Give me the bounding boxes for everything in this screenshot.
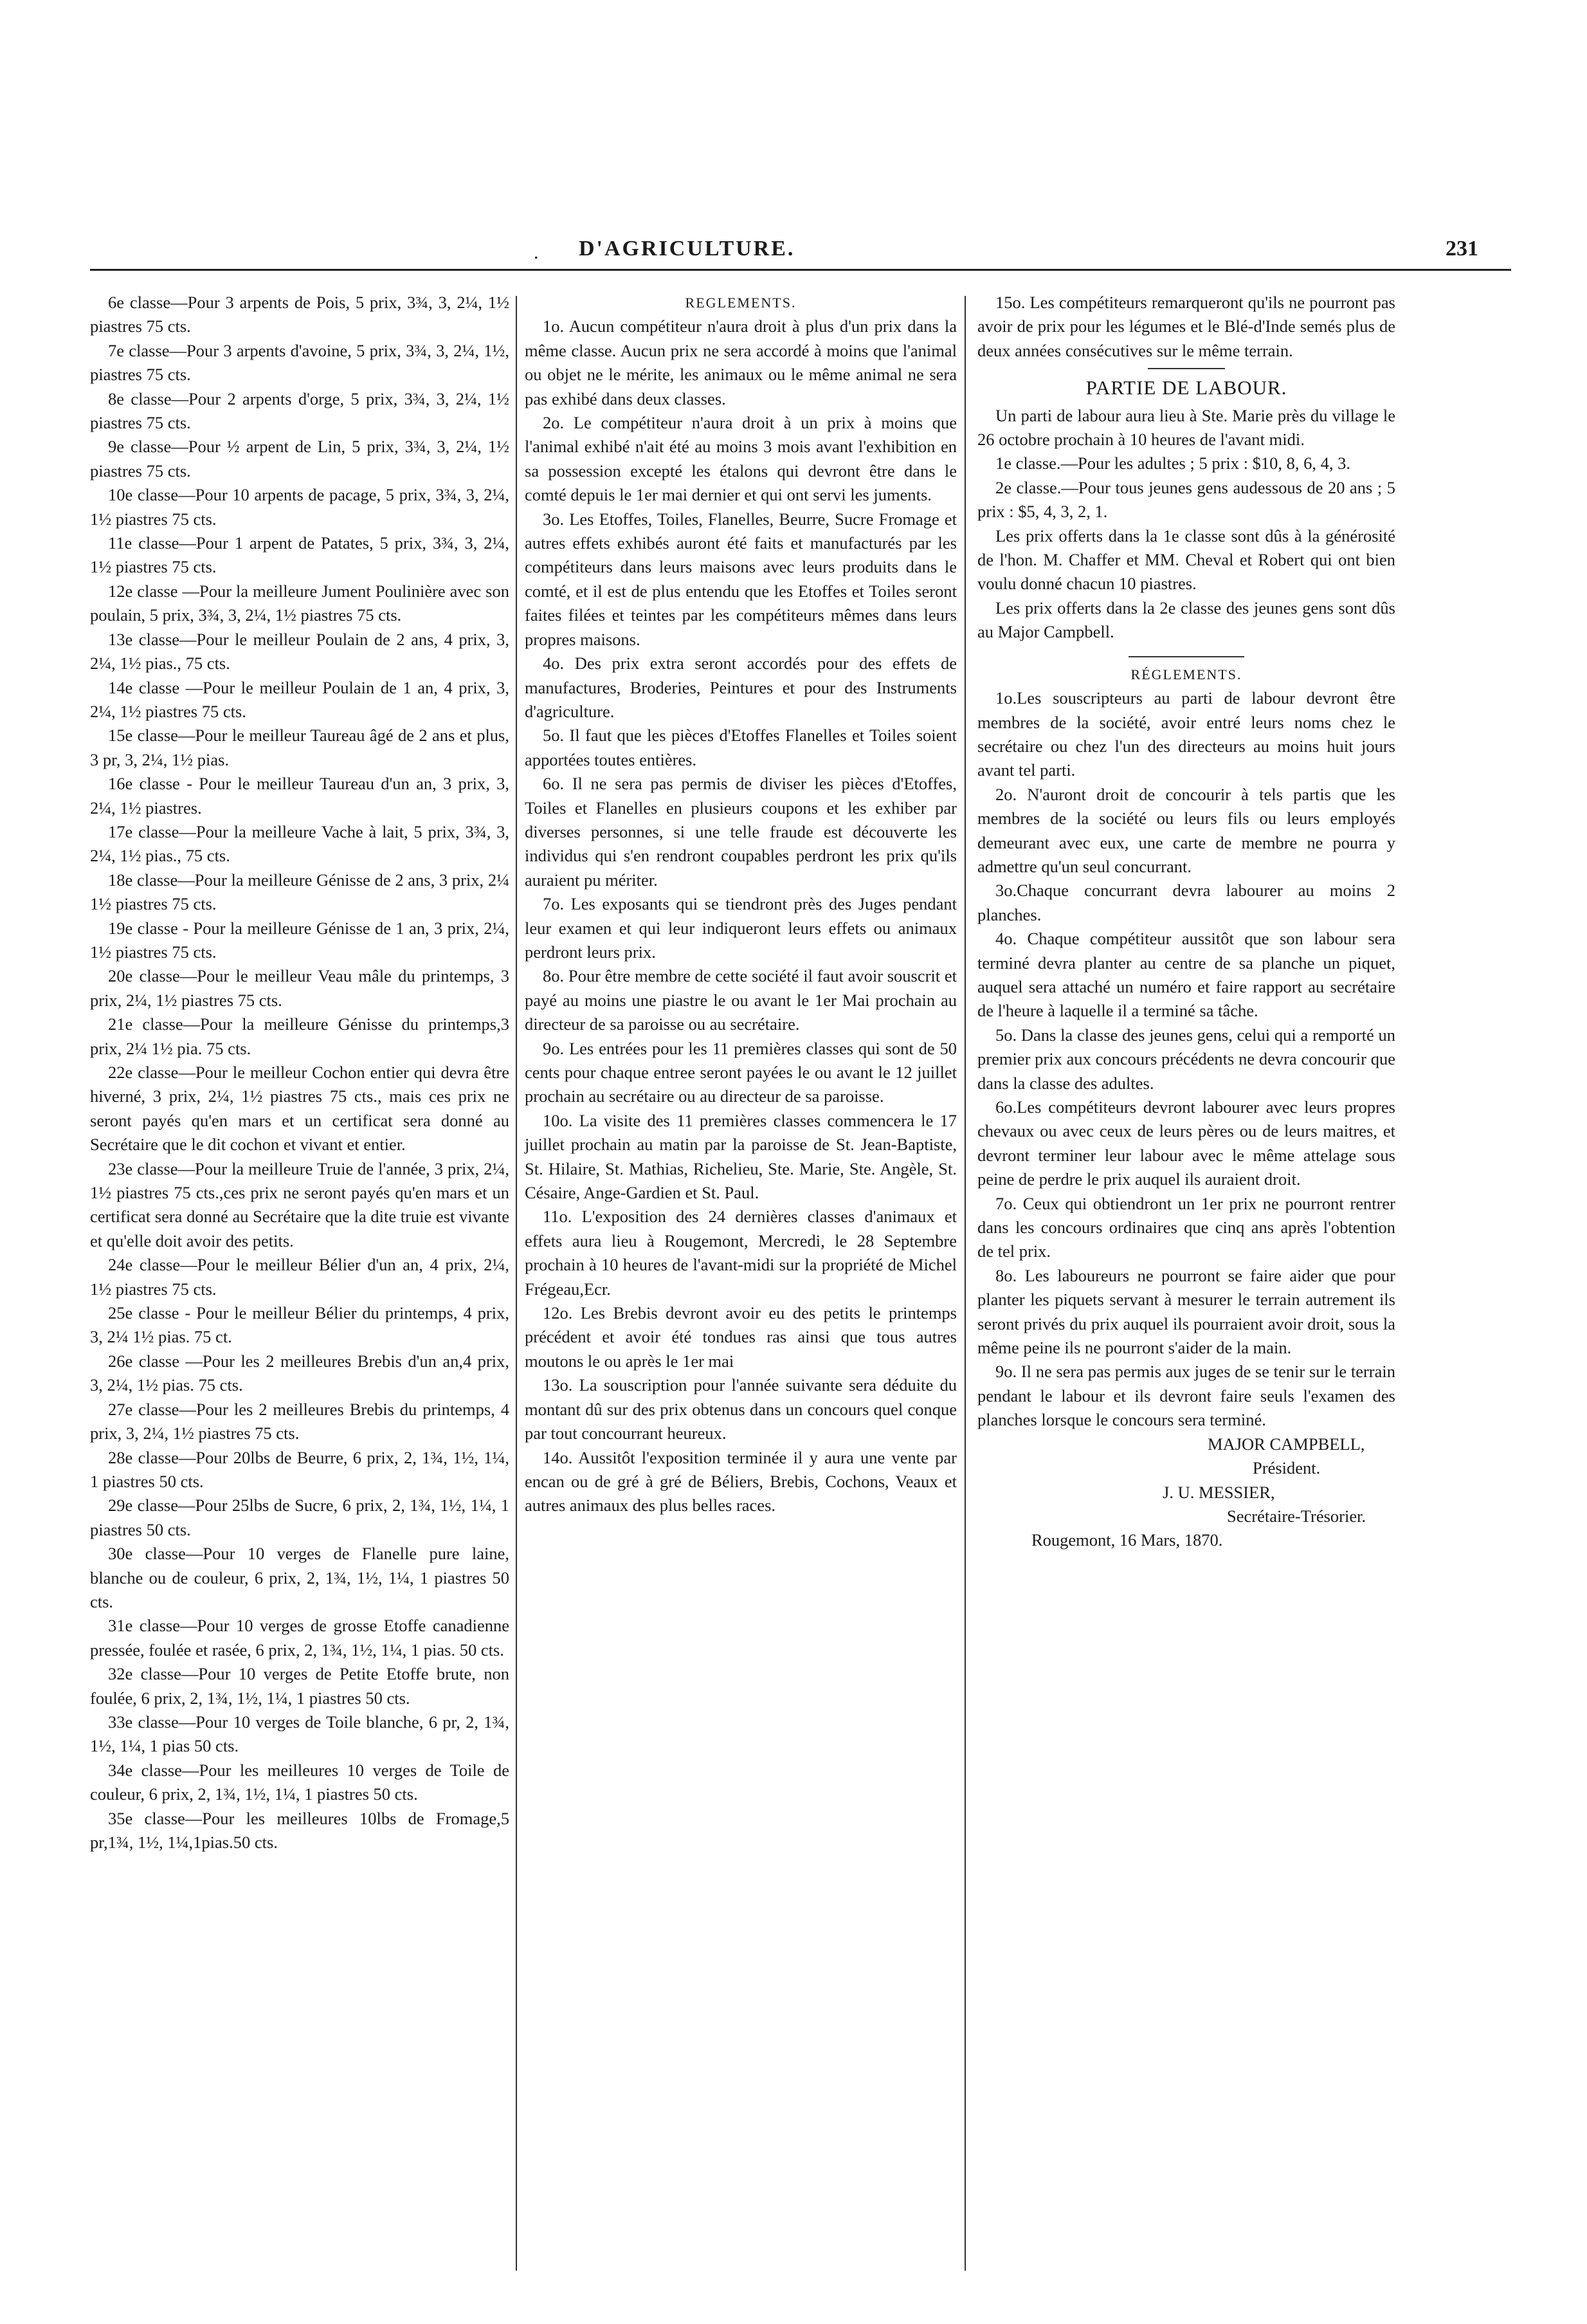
paragraph: 6e classe—Pour 3 arpents de Pois, 5 prix, 3¾, 3, 2¼, 1½ piastres 75 cts. <box>90 293 509 336</box>
paragraph: Les prix offerts dans la 2e classe des jeunes gens sont dûs au Major Campbell. <box>977 598 1395 642</box>
page-number: 231 <box>1446 237 1478 261</box>
column-1 <box>90 291 509 1854</box>
paragraph: 12e classe —Pour la meilleure Jument Poulinière avec son poulain, 5 prix, 3¾, 3, 2¼, 1½ piastres 75 cts. <box>90 581 509 625</box>
paragraph: Les prix offerts dans la 1e classe sont dûs à la générosité de l'hon. M. Chaffer et MM. Cheval et Robert qui ont bien voulu donné chacun 10 piastres. <box>977 526 1395 594</box>
paragraph: 5o. Dans la classe des jeunes gens, celui qui a remporté un premier prix aux concours précédents ne devra concourir que dans la classe des adultes. <box>977 1025 1395 1093</box>
paragraph: 7o. Ceux qui obtiendront un 1er prix ne pourront rentrer dans les concours ordinaires que cinq ans après l'obtention de tel prix. <box>977 1193 1395 1261</box>
paragraph: 7o. Les exposants qui se tiendront près des Juges pendant leur examen et qui leur indiqueront leurs effets ou animaux perdront leurs prix. <box>525 894 957 962</box>
paragraph: 31e classe—Pour 10 verges de grosse Etoffe canadienne pressée, foulée et rasée, 6 prix, 2, 1¾, 1½, 1¼, 1 pias. 50 cts. <box>90 1616 509 1660</box>
header-rule <box>90 269 1511 271</box>
paragraph: 30e classe—Pour 10 verges de Flanelle pure laine, blanche ou de couleur, 6 prix, 2, 1¾, 1½, 1¼, 1 piastres 50 cts. <box>90 1544 509 1611</box>
header-title: D'AGRICULTURE. <box>579 237 795 261</box>
paragraph: 14o. Aussitôt l'exposition terminée il y aura une vente par encan ou de gré à gré de Béliers, Brebis, Cochons, Veaux et autres animaux des plus belles races. <box>525 1447 957 1515</box>
signature-role: Président. <box>1253 1458 1321 1478</box>
paragraph: 1e classe.—Pour les adultes ; 5 prix : $10, 8, 6, 4, 3. <box>995 453 1351 473</box>
paragraph: 2o. Le compétiteur n'aura droit à un prix à moins que l'animal exhibé n'ait été au moins 3 mois avant l'exhibition en sa possession excepté les étalons qui devront être dans le comté depuis le 1er mai dernier et qui ont servi les juments. <box>525 413 957 505</box>
paragraph: 33e classe—Pour 10 verges de Toile blanche, 6 pr, 2, 1¾, 1½, 1¼, 1 pias 50 cts. <box>90 1712 509 1756</box>
place-date: Rougemont, 16 Mars, 1870. <box>1031 1530 1223 1550</box>
paragraph: 10o. La visite des 11 premières classes commencera le 17 juillet prochain au matin par la paroisse de St. Jean-Baptiste, St. Hilaire, St. Mathias, Richelieu, Ste. Marie, Ste. Angèle, St. Césaire, Ange-Gardien et St. Paul. <box>525 1110 957 1203</box>
column-divider-1 <box>516 296 517 2271</box>
paragraph: 20e classe—Pour le meilleur Veau mâle du printemps, 3 prix, 2¼, 1½ piastres 75 cts. <box>90 966 509 1010</box>
paragraph: 28e classe—Pour 20lbs de Beurre, 6 prix, 2, 1¾, 1½, 1¼, 1 piastres 50 cts. <box>90 1447 509 1491</box>
paragraph: 8o. Les laboureurs ne pourront se faire aider que pour planter les piquets servant à mesurer le terrain autrement ils seront privés du prix auquel ils pourraient avoir droit, sous la même peine ils ne pourront s'aider de la main. <box>977 1265 1395 1358</box>
paragraph: 12o. Les Brebis devront avoir eu des petits le printemps précédent et avoir été tondues ras ainsi que tous autres moutons le ou après le 1er mai <box>525 1303 957 1371</box>
paragraph: 35e classe—Pour les meilleures 10lbs de Fromage,5 pr,1¾, 1½, 1¼,1pias.50 cts. <box>90 1808 509 1852</box>
paragraph: 26e classe —Pour les 2 meilleures Brebis d'un an,4 prix, 3, 2¼, 1½ pias. 75 cts. <box>90 1351 509 1395</box>
paragraph: 6o. Il ne sera pas permis de diviser les pièces d'Etoffes, Toiles et Flanelles en plusieurs coupons et les exhiber par diverses personnes, si une telle fraude est découverte les individus qui s'en rendront coupables perdront les prix qu'ils auraient pu mériter. <box>525 774 957 890</box>
paragraph: 9o. Les entrées pour les 11 premières classes qui sont de 50 cents pour chaque entree seront payées le ou avant le 12 juillet prochain au secrétaire ou au directeur de sa paroisse. <box>525 1038 957 1106</box>
paragraph: 27e classe—Pour les 2 meilleures Brebis du printemps, 4 prix, 3, 2¼, 1½ piastres 75 cts. <box>90 1399 509 1443</box>
paragraph: 34e classe—Pour les meilleures 10 verges de Toile de couleur, 6 prix, 2, 1¾, 1½, 1¼, 1 piastres 50 cts. <box>90 1760 509 1804</box>
paragraph: 1o. Aucun compétiteur n'aura droit à plus d'un prix dans la même classe. Aucun prix ne sera accordé à moins que l'animal ou objet ne le mérite, les animaux ou le même animal ne sera pas exhibé dans deux classes. <box>525 316 957 408</box>
section-title: PARTIE DE LABOUR. <box>1085 376 1287 399</box>
paragraph: 6o.Les compétiteurs devront labourer avec leurs propres chevaux ou avec ceux de leurs pères ou de leurs maitres, et devront terminer leur labour avec le même attelage sous peine de perdre le prix auquel ils auraient droit. <box>977 1097 1395 1189</box>
paragraph: Un parti de labour aura lieu à Ste. Marie près du village le 26 octobre prochain à 10 heures de l'avant midi. <box>977 405 1395 450</box>
paragraph: 4o. Chaque compétiteur aussitôt que son labour sera terminé devra planter au centre de sa planche un piquet, auquel sera attaché un numéro et faire rapport au secrétaire de l'heure à laquelle il a terminé sa tâche. <box>977 929 1395 1021</box>
paragraph: 13o. La souscription pour l'année suivante sera déduite du montant dû sur des prix obtenus dans un concours quel conque par tout concourrant heureux. <box>525 1375 957 1443</box>
paragraph: 16e classe - Pour le meilleur Taureau d'un an, 3 prix, 3, 2¼, 1½ piastres. <box>90 774 509 818</box>
paragraph: 22e classe—Pour le meilleur Cochon entier qui devra être hiverné, 3 prix, 2¼, 1½ piastres 75 cts., mais ces prix ne seront payés qu'en mars et un certificat sera donné au Secrétaire que le dit cochon et vivant et entier. <box>90 1063 509 1155</box>
paragraph: 23e classe—Pour la meilleure Truie de l'année, 3 prix, 2¼, 1½ piastres 75 cts.,ces prix ne seront payés qu'en mars et un certificat sera donné au Secrétaire que la dite truie est vivante et qu'elle doit avoir des petits. <box>90 1158 509 1250</box>
paragraph: 2e classe.—Pour tous jeunes gens audessous de 20 ans ; 5 prix : $5, 4, 3, 2, 1. <box>977 477 1395 522</box>
signature-role: Secrétaire-Trésorier. <box>1227 1506 1366 1526</box>
paragraph: 15o. Les compétiteurs remarqueront qu'ils ne pourront pas avoir de prix pour les légumes et le Blé-d'Inde semés plus de deux années consécutives sur le même terrain. <box>977 293 1395 360</box>
paragraph: 11e classe—Pour 1 arpent de Patates, 5 prix, 3¾, 3, 2¼, 1½ piastres 75 cts. <box>90 533 509 577</box>
paragraph: 15e classe—Pour le meilleur Taureau âgé de 2 ans et plus, 3 pr, 3, 2¼, 1½ pias. <box>90 726 509 769</box>
signature-name: J. U. MESSIER, <box>1163 1482 1275 1502</box>
paragraph: 10e classe—Pour 10 arpents de pacage, 5 prix, 3¾, 3, 2¼, 1½ piastres 75 cts. <box>90 485 509 529</box>
paragraph: 13e classe—Pour le meilleur Poulain de 2 ans, 4 prix, 3, 2¼, 1½ pias., 75 cts. <box>90 629 509 673</box>
paragraph: 19e classe - Pour la meilleure Génisse de 1 an, 3 prix, 2¼, 1½ piastres 75 cts. <box>90 918 509 962</box>
section-heading: REGLEMENTS. <box>685 295 797 311</box>
separator-rule <box>1129 656 1244 657</box>
column-2 <box>525 291 957 1518</box>
paragraph: 24e classe—Pour le meilleur Bélier d'un an, 4 prix, 2¼, 1½ piastres 75 cts. <box>90 1255 509 1299</box>
paragraph: 25e classe - Pour le meilleur Bélier du printemps, 4 prix, 3, 2¼ 1½ pias. 75 ct. <box>90 1303 509 1347</box>
paragraph: 11o. L'exposition des 24 dernières classes d'animaux et effets aura lieu à Rougemont, Mercredi, le 28 Septembre prochain à 10 heures de l'avant-midi sur la propriété de Michel Frégeau,Ecr. <box>525 1207 957 1299</box>
paragraph: 3o. Les Etoffes, Toiles, Flanelles, Beurre, Sucre Fromage et autres effets exhibés auront été faits et manufacturés par les compétiteurs dans leurs maisons avec leurs produits dans le comté, et il est de plus entendu que les Etoffes et Toiles seront faites filées et teintes par les compétiteurs mêmes dans leurs propres maisons. <box>525 509 957 649</box>
paragraph: 8e classe—Pour 2 arpents d'orge, 5 prix, 3¾, 3, 2¼, 1½ piastres 75 cts. <box>90 389 509 433</box>
paragraph: 32e classe—Pour 10 verges de Petite Etoffe brute, non foulée, 6 prix, 2, 1¾, 1½, 1¼, 1 piastres 50 cts. <box>90 1664 509 1708</box>
separator-rule <box>1148 368 1225 369</box>
section-heading: RÉGLEMENTS. <box>1130 666 1242 682</box>
paragraph: 29e classe—Pour 25lbs de Sucre, 6 prix, 2, 1¾, 1½, 1¼, 1 piastres 50 cts. <box>90 1496 509 1539</box>
paragraph: 14e classe —Pour le meilleur Poulain de 1 an, 4 prix, 3, 2¼, 1½ piastres 75 cts. <box>90 677 509 721</box>
paragraph: 9e classe—Pour ½ arpent de Lin, 5 prix, 3¾, 3, 2¼, 1½ piastres 75 cts. <box>90 437 509 480</box>
paragraph: 5o. Il faut que les pièces d'Etoffes Flanelles et Toiles soient apportées toutes entières. <box>525 726 957 769</box>
column-divider-2 <box>965 296 966 2271</box>
paragraph: 8o. Pour être membre de cette société il faut avoir souscrit et payé au moins une piastre le ou avant le 1er Mai prochain au directeur de sa paroisse ou au secrétaire. <box>525 966 957 1034</box>
paragraph: 3o.Chaque concurrant devra labourer au moins 2 planches. <box>977 881 1395 924</box>
header-dot: . <box>534 242 539 263</box>
paragraph: 17e classe—Pour la meilleure Vache à lait, 5 prix, 3¾, 3, 2¼, 1½ pias., 75 cts. <box>90 821 509 866</box>
paragraph: 21e classe—Pour la meilleure Génisse du printemps,3 prix, 2¼ 1½ pia. 75 cts. <box>90 1014 509 1058</box>
paragraph: 7e classe—Pour 3 arpents d'avoine, 5 prix, 3¾, 3, 2¼, 1½, piastres 75 cts. <box>90 340 509 385</box>
paragraph: 18e classe—Pour la meilleure Génisse de 2 ans, 3 prix, 2¼ 1½ piastres 75 cts. <box>90 870 509 914</box>
column-3 <box>977 291 1395 1553</box>
paragraph: 2o. N'auront droit de concourir à tels partis que les membres de la société ou leurs fils ou leurs employés demeurant avec eux, une carte de membre ne pourra y admettre qu'un seul concurrant. <box>977 784 1395 876</box>
signature-name: MAJOR CAMPBELL, <box>1208 1434 1365 1454</box>
paragraph: 4o. Des prix extra seront accordés pour des effets de manufactures, Broderies, Peintures et pour des Instruments d'agriculture. <box>525 654 957 721</box>
paragraph: 1o.Les souscripteurs au parti de labour devront être membres de la société, avoir entré leurs noms chez le secrétaire ou chez l'un des directeurs au moins huit jours avant tel parti. <box>977 688 1395 780</box>
paragraph: 9o. Il ne sera pas permis aux juges de se tenir sur le terrain pendant le labour et ils devront faire seuls l'examen des planches lorsque le concours sera terminé. <box>977 1362 1395 1430</box>
